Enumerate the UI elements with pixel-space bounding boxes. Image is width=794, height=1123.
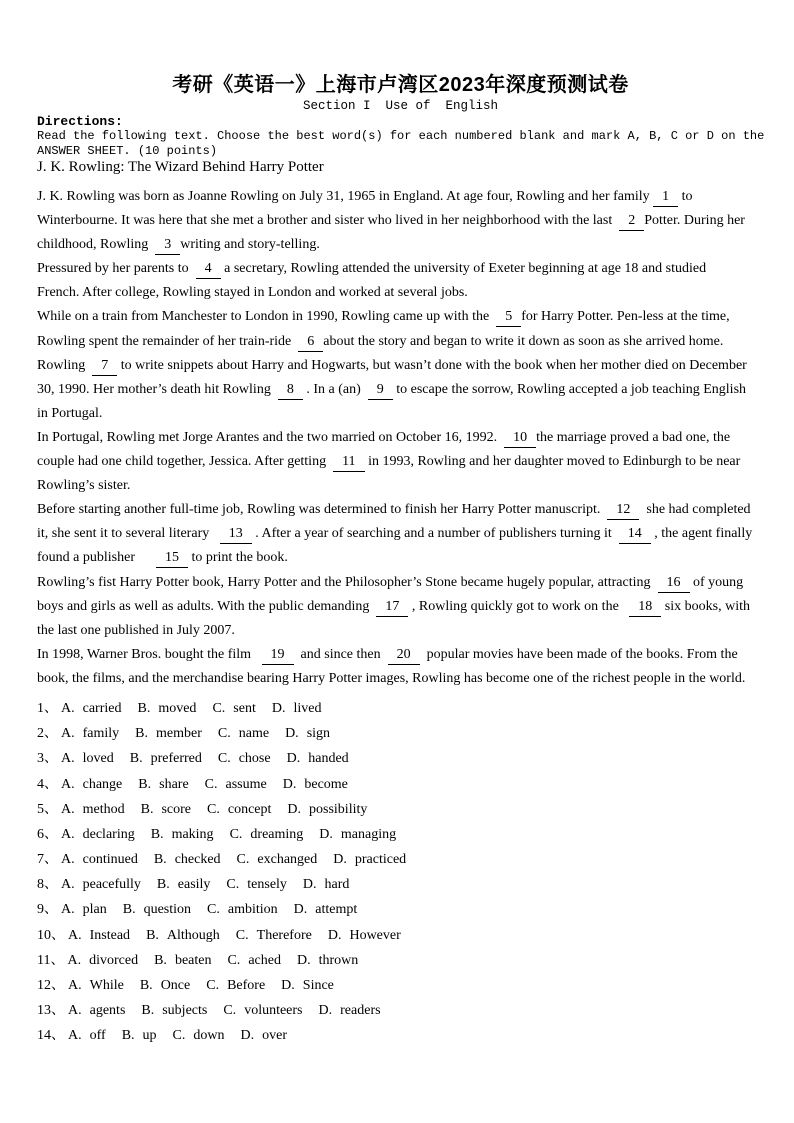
article-line <box>37 378 764 402</box>
text-run: In Portugal, Rowling met Jorge Arantes and the two married on October 16, 1992. <box>37 429 505 445</box>
option-key: B. <box>122 902 136 918</box>
text-run: While on a train from Manchester to London in 1990, Rowling came up with the <box>37 309 497 325</box>
option-B <box>157 877 211 892</box>
article-line <box>37 402 764 426</box>
text-run: to <box>678 189 693 204</box>
article-line <box>37 571 764 595</box>
text-run: French. After college, Rowling stayed in London and worked at several jobs. <box>37 285 468 301</box>
text-run: . After a year of searching and a number of publishers turning it <box>251 526 619 542</box>
text-run: and since then <box>293 646 388 662</box>
option-B <box>122 1028 157 1043</box>
option-C <box>205 777 267 792</box>
option-word: volunteers <box>244 1003 303 1019</box>
text-run: Potter. During her <box>644 213 745 229</box>
option-word: change <box>82 776 123 792</box>
option-word: assume <box>225 776 267 792</box>
option-B <box>146 928 220 943</box>
question-number: 4、 <box>37 776 58 792</box>
blank-7: 7 <box>92 357 117 376</box>
article-line <box>37 233 764 257</box>
option-word: over <box>262 1028 288 1044</box>
option-word: Therefore <box>256 927 312 943</box>
option-key: D. <box>293 902 308 918</box>
option-key: B. <box>139 978 153 994</box>
option-word: readers <box>340 1003 381 1019</box>
option-A <box>61 726 119 741</box>
option-word: exchanged <box>257 852 318 868</box>
article <box>37 185 764 691</box>
blank-5: 5 <box>496 308 521 327</box>
option-word: Before <box>227 978 266 994</box>
option-key: C. <box>206 978 220 994</box>
option-word: become <box>304 776 348 792</box>
option-key: A. <box>68 927 82 943</box>
blank-13: 13 <box>220 525 252 544</box>
option-key: A. <box>68 1028 82 1044</box>
option-key: D. <box>271 700 286 716</box>
option-D <box>287 802 367 817</box>
question-number: 6、 <box>37 826 58 842</box>
option-C <box>212 701 255 716</box>
option-word: checked <box>174 852 221 868</box>
option-key: A. <box>61 700 75 716</box>
option-word: continued <box>82 852 138 868</box>
article-line <box>37 281 764 305</box>
question-row <box>37 897 764 922</box>
option-word: lived <box>293 700 322 716</box>
directions-label: Directions: <box>37 114 123 129</box>
article-line <box>37 426 764 450</box>
text-run: boys and girls as well as adults. With the public demanding <box>37 598 377 614</box>
article-line <box>37 546 764 570</box>
option-key: B. <box>156 877 170 893</box>
option-word: managing <box>340 826 397 842</box>
text-run: Rowling’s fist Harry Potter book, Harry Potter and the Philosopher’s Stone became hugely popular, attracting <box>37 574 658 590</box>
option-D <box>283 777 348 792</box>
option-word: attempt <box>315 902 358 918</box>
blank-17: 17 <box>376 598 408 617</box>
option-key: A. <box>61 776 75 792</box>
option-D <box>319 827 396 842</box>
question-number: 13、 <box>37 1003 65 1019</box>
blank-8: 8 <box>278 381 303 400</box>
option-key: C. <box>207 902 220 918</box>
option-key: D. <box>318 1003 333 1019</box>
question-number: 1、 <box>37 700 58 716</box>
option-key: B. <box>154 952 167 968</box>
blank-19: 19 <box>262 646 294 665</box>
blank-12: 12 <box>607 501 639 520</box>
blank-3: 3 <box>155 236 180 255</box>
option-word: Instead <box>89 927 131 943</box>
option-D <box>272 701 322 716</box>
text-run: Rowling spent the remainder of her train-ride <box>37 333 299 349</box>
text-run: couple had one child together, Jessica. After getting <box>37 454 334 470</box>
article-line <box>37 498 764 522</box>
option-word: handed <box>308 751 349 767</box>
option-key: C. <box>226 877 240 893</box>
text-run: she had completed <box>639 502 751 518</box>
option-D <box>281 978 334 993</box>
article-line <box>37 474 764 498</box>
option-word: chose <box>238 751 271 767</box>
option-word: method <box>82 801 125 817</box>
text-run: Before starting another full-time job, Rowling was determined to finish her Harry Potter manuscript. <box>37 502 608 518</box>
article-line <box>37 330 764 354</box>
blank-9: 9 <box>368 381 393 400</box>
option-word: thrown <box>318 952 359 968</box>
article-line <box>37 595 764 619</box>
text-run: of young <box>689 574 744 590</box>
option-C <box>207 902 278 917</box>
question-number: 8、 <box>37 877 58 893</box>
option-key: B. <box>121 1028 135 1044</box>
option-word: moved <box>158 700 197 716</box>
option-key: B. <box>140 801 154 817</box>
option-B <box>154 852 221 867</box>
text-run: to write snippets about Harry and Hogwarts, but wasn’t done with the book when her mother died on December <box>117 357 747 373</box>
option-key: A. <box>68 1003 82 1019</box>
question-row <box>37 772 764 797</box>
option-A <box>61 777 122 792</box>
option-key: A. <box>68 978 82 994</box>
directions-line-1: Read the following text. Choose the best word(s) for each numbered blank and mark A, B, C or D on the <box>37 129 765 143</box>
option-A <box>68 928 130 943</box>
question-number: 2、 <box>37 726 58 742</box>
blank-1: 1 <box>653 188 678 207</box>
option-word: ached <box>248 952 281 968</box>
option-key: D. <box>281 978 295 994</box>
option-word: However <box>349 927 401 943</box>
option-A <box>61 877 141 892</box>
option-B <box>138 777 188 792</box>
question-number: 3、 <box>37 751 58 767</box>
option-key: B. <box>153 852 167 868</box>
option-C <box>230 827 304 842</box>
text-run: in 1993, Rowling and her daughter moved to Edinburgh to be near <box>364 454 741 470</box>
option-B <box>137 701 196 716</box>
question-row <box>37 1023 764 1048</box>
option-key: B. <box>141 1003 155 1019</box>
article-line <box>37 643 764 667</box>
text-run: Rowling’s sister. <box>37 478 131 494</box>
text-run: Pressured by her parents to <box>37 261 196 277</box>
article-line <box>37 209 764 233</box>
option-word: declaring <box>82 826 135 842</box>
option-B <box>141 802 191 817</box>
option-key: B. <box>138 776 152 792</box>
option-key: C. <box>212 700 226 716</box>
question-row <box>37 696 764 721</box>
option-D <box>294 902 358 917</box>
option-key: D. <box>287 801 302 817</box>
option-key: A. <box>61 877 75 893</box>
option-key: C. <box>217 726 231 742</box>
option-key: B. <box>146 927 159 943</box>
option-B <box>140 978 190 993</box>
option-A <box>61 902 107 917</box>
option-key: C. <box>217 751 231 767</box>
option-word: up <box>142 1028 157 1044</box>
option-word: Although <box>166 927 220 943</box>
option-A <box>68 1003 125 1018</box>
text-run: for Harry Potter. Pen-less at the time, <box>521 309 730 325</box>
option-key: A. <box>67 952 82 968</box>
option-key: C. <box>223 1003 237 1019</box>
option-C <box>226 877 287 892</box>
option-C <box>227 953 281 968</box>
text-run: to escape the sorrow, Rowling accepted a job teaching English <box>392 381 747 397</box>
question-row <box>37 948 764 973</box>
page-title: 考研《英语一》上海市卢湾区2023年深度预测试卷 <box>172 74 629 96</box>
option-key: A. <box>61 902 75 918</box>
option-word: subjects <box>162 1003 208 1019</box>
blank-2: 2 <box>619 212 644 231</box>
option-word: off <box>89 1028 106 1044</box>
option-key: A. <box>61 726 75 742</box>
text-run: a secretary, Rowling attended the university of Exeter beginning at age 18 and studied <box>220 261 707 277</box>
text-run: it, she sent it to several literary <box>37 526 220 542</box>
article-line <box>37 185 764 209</box>
option-key: D. <box>319 826 333 842</box>
option-C <box>206 978 265 993</box>
option-D <box>241 1028 288 1043</box>
option-word: beaten <box>174 952 212 968</box>
article-line <box>37 619 764 643</box>
text-run: the last one published in July 2007. <box>37 622 235 638</box>
blank-4: 4 <box>196 260 221 279</box>
option-word: agents <box>89 1003 126 1019</box>
text-run: , Rowling quickly got to work on the <box>408 598 630 614</box>
question-row <box>37 746 764 771</box>
option-key: C. <box>172 1028 186 1044</box>
option-key: D. <box>286 751 301 767</box>
question-row <box>37 923 764 948</box>
option-A <box>61 751 114 766</box>
option-D <box>303 877 350 892</box>
option-word: peacefully <box>82 877 141 893</box>
option-word: While <box>89 978 124 994</box>
question-number: 14、 <box>37 1028 65 1044</box>
text-run: , the agent finally <box>650 526 753 542</box>
blank-16: 16 <box>658 574 690 593</box>
text-run: Winterbourne. It was here that she met a brother and sister who lived in her neighborhood with the last <box>37 213 620 229</box>
option-key: C. <box>204 776 218 792</box>
option-word: Since <box>302 978 334 994</box>
option-C <box>207 802 271 817</box>
option-word: family <box>82 726 120 742</box>
text-run: the marriage proved a bad one, the <box>536 429 731 445</box>
option-A <box>61 827 135 842</box>
question-number: 10、 <box>37 927 65 943</box>
option-D <box>319 1003 381 1018</box>
option-D <box>287 751 349 766</box>
option-key: D. <box>302 877 317 893</box>
option-key: D. <box>327 927 342 943</box>
option-word: practiced <box>354 852 407 868</box>
option-word: down <box>193 1028 225 1044</box>
option-word: member <box>156 726 202 742</box>
question-number: 11、 <box>37 952 65 968</box>
option-word: score <box>161 801 192 817</box>
option-D <box>297 953 358 968</box>
blank-20: 20 <box>388 646 420 665</box>
article-line <box>37 354 764 378</box>
option-word: possibility <box>309 801 368 817</box>
option-D <box>285 726 330 741</box>
option-key: B. <box>129 751 143 767</box>
option-word: easily <box>177 877 211 893</box>
option-key: B. <box>135 726 149 742</box>
text-run: J. K. Rowling was born as Joanne Rowling on July 31, 1965 in England. At age four, Rowling and her family <box>37 189 654 204</box>
blank-10: 10 <box>504 429 536 448</box>
option-word: tensely <box>247 877 287 893</box>
option-word: share <box>159 776 189 792</box>
text-run: about the story and began to write it down as soon as she arrived home. <box>323 333 724 349</box>
option-B <box>135 726 202 741</box>
option-key: D. <box>296 952 311 968</box>
blank-11: 11 <box>333 453 364 472</box>
option-B <box>141 1003 207 1018</box>
question-row <box>37 872 764 897</box>
text-run: 30, 1990. Her mother’s death hit Rowling <box>37 381 278 397</box>
text-run: childhood, Rowling <box>37 237 156 253</box>
text-run: found a publisher <box>37 550 156 566</box>
text-run: book, the films, and the merchandise bearing Harry Potter images, Rowling has become one of the richest people in the world. <box>37 670 746 686</box>
blank-15: 15 <box>156 549 188 568</box>
option-D <box>333 852 406 867</box>
option-word: loved <box>82 751 114 767</box>
option-word: making <box>171 826 214 842</box>
option-word: question <box>143 902 192 918</box>
option-key: C. <box>207 801 220 817</box>
option-C <box>218 726 269 741</box>
option-key: B. <box>137 700 151 716</box>
option-word: plan <box>82 902 107 918</box>
option-word: carried <box>82 700 122 716</box>
article-line <box>37 305 764 329</box>
option-word: concept <box>227 801 272 817</box>
article-line <box>37 257 764 281</box>
option-B <box>123 902 191 917</box>
question-number: 9、 <box>37 902 58 918</box>
text-run: In 1998, Warner Bros. bought the film <box>37 646 262 662</box>
option-key: A. <box>61 751 75 767</box>
option-key: A. <box>61 852 75 868</box>
option-key: C. <box>235 927 249 943</box>
article-title: J. K. Rowling: The Wizard Behind Harry Potter <box>37 159 324 175</box>
option-word: name <box>238 726 270 742</box>
option-word: divorced <box>89 952 139 968</box>
option-C <box>218 751 271 766</box>
option-key: D. <box>282 776 297 792</box>
option-A <box>67 953 138 968</box>
text-run: Rowling <box>37 357 93 373</box>
option-A <box>68 1028 106 1043</box>
option-key: C. <box>236 852 250 868</box>
option-word: hard <box>324 877 350 893</box>
option-word: ambition <box>227 902 278 918</box>
text-run: . In a (an) <box>302 381 368 397</box>
question-row <box>37 847 764 872</box>
option-A <box>61 852 138 867</box>
option-key: A. <box>61 826 75 842</box>
option-B <box>151 827 214 842</box>
article-line <box>37 522 764 546</box>
option-A <box>68 978 124 993</box>
option-key: B. <box>150 826 164 842</box>
question-number: 5、 <box>37 801 58 817</box>
option-B <box>154 953 211 968</box>
option-key: D. <box>240 1028 255 1044</box>
question-number: 12、 <box>37 978 65 994</box>
option-key: A. <box>61 801 75 817</box>
question-row <box>37 822 764 847</box>
option-C <box>236 928 312 943</box>
option-C <box>173 1028 225 1043</box>
article-line <box>37 450 764 474</box>
section-heading: Section I Use of English <box>302 99 499 113</box>
question-row <box>37 721 764 746</box>
option-C <box>223 1003 302 1018</box>
blank-18: 18 <box>629 598 661 617</box>
option-word: Once <box>160 978 191 994</box>
question-list <box>37 696 764 1049</box>
option-word: dreaming <box>250 826 304 842</box>
blank-14: 14 <box>619 525 651 544</box>
option-key: D. <box>333 852 347 868</box>
article-line <box>37 667 764 691</box>
option-word: preferred <box>150 751 202 767</box>
option-key: C. <box>227 952 241 968</box>
directions-line-2: ANSWER SHEET. (10 points) <box>37 144 218 158</box>
text-run: six books, with <box>661 598 750 614</box>
option-A <box>61 701 121 716</box>
option-word: sent <box>233 700 256 716</box>
text-run: writing and story-telling. <box>180 237 320 253</box>
option-B <box>130 751 202 766</box>
option-D <box>328 928 401 943</box>
option-A <box>61 802 125 817</box>
question-number: 7、 <box>37 852 58 868</box>
option-C <box>237 852 318 867</box>
blank-6: 6 <box>298 333 323 352</box>
option-key: C. <box>229 826 243 842</box>
question-row <box>37 973 764 998</box>
option-word: sign <box>306 726 331 742</box>
option-key: D. <box>285 726 299 742</box>
text-run: to print the book. <box>187 550 288 566</box>
text-run: popular movies have been made of the books. From the <box>419 646 738 662</box>
question-row <box>37 998 764 1023</box>
text-run: in Portugal. <box>37 405 103 421</box>
question-row <box>37 797 764 822</box>
